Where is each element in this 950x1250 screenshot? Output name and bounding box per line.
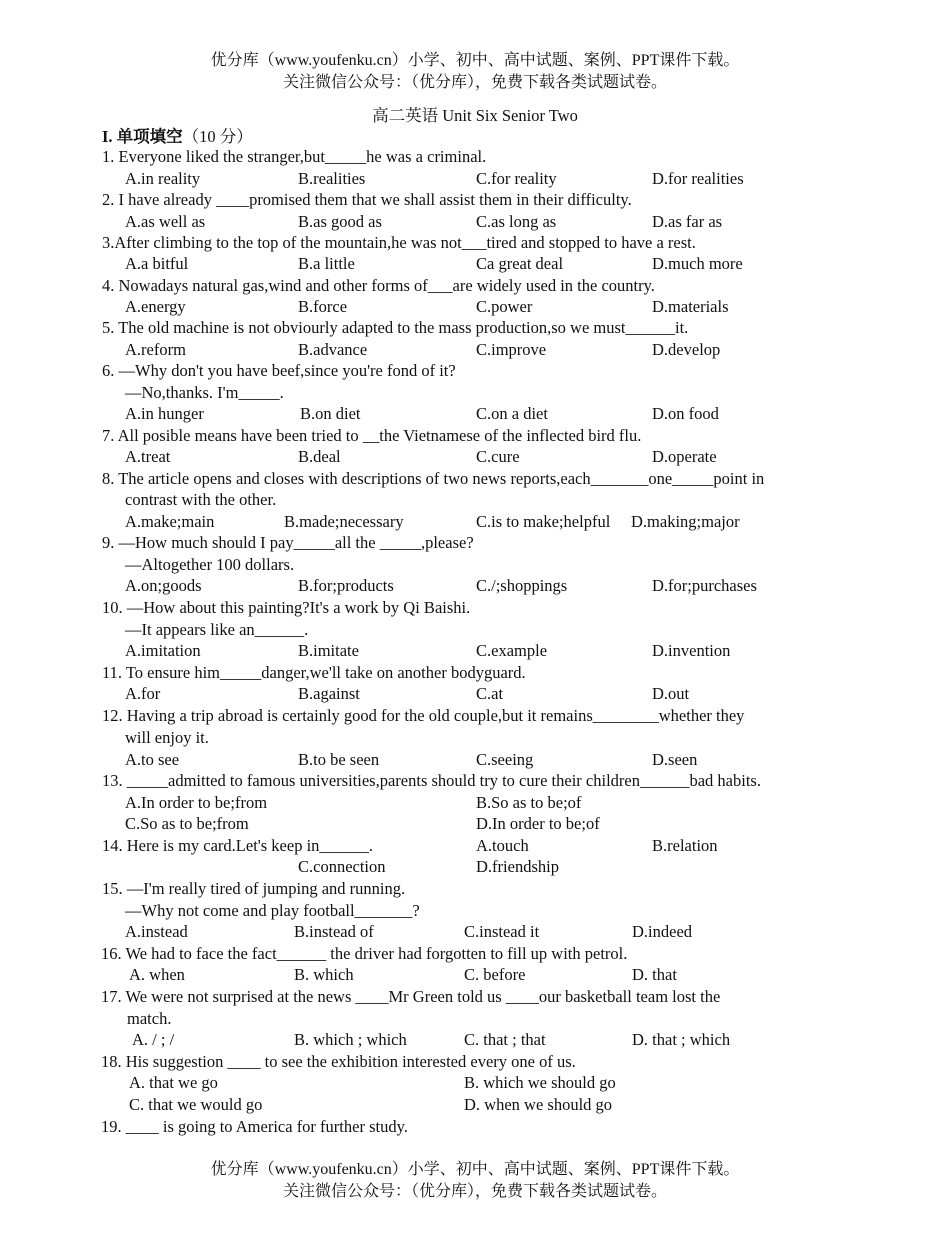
option-a: A.imitation [125,641,201,660]
option-c: C./;shoppings [476,576,568,595]
option-d: D. that ; which [632,1030,731,1049]
option-b: B. which [294,965,354,984]
footer-line-1: 优分库（www.youfenku.cn）小学、初中、高中试题、案例、PPT课件下载。 [210,1161,740,1178]
option-b: B.relation [652,836,718,855]
question-9-reply: —Altogether 100 dollars. [125,555,295,574]
option-a: A.in reality [125,169,201,188]
option-c: C.connection [298,857,386,876]
header-line-2: 关注微信公众号：（优分库），免费下载各类试题试卷。 [282,74,667,91]
option-d: D.materials [652,297,729,316]
option-c: C. before [464,965,526,984]
option-a: A.as well as [125,212,206,231]
question-15-stem: 15. —I'm really tired of jumping and running. [102,879,406,898]
question-12-stem: 12. Having a trip abroad is certainly good for the old couple,but it remains________whether they [102,706,745,725]
question-17-stem: 17. We were not surprised at the news ____Mr Green told us ____our basketball team lost the [101,987,721,1006]
option-a: A. that we go [129,1073,218,1092]
option-d: D.indeed [632,922,693,941]
option-d: D.making;major [631,512,740,531]
question-3-stem: 3.After climbing to the top of the mountain,he was not___tired and stopped to have a rest. [102,233,696,252]
option-c: C.example [476,641,548,660]
option-c: C.as long as [476,212,557,231]
option-a: A.treat [125,447,171,466]
option-a: A.in hunger [125,404,204,423]
option-a: A.energy [125,297,186,316]
option-b: B. which we should go [464,1073,616,1092]
question-4-stem: 4. Nowadays natural gas,wind and other forms of___are widely used in the country. [102,276,655,295]
option-c: C.power [476,297,533,316]
option-b: B.on diet [300,404,361,423]
question-9-stem: 9. —How much should I pay_____all the _____,please? [102,533,474,552]
question-19-stem: 19. ____ is going to America for further study. [101,1117,408,1136]
option-c: C.at [476,684,504,703]
question-10-stem: 10. —How about this painting?It's a work by Qi Baishi. [102,598,471,617]
option-c: Ca great deal [476,254,564,273]
option-b: B.for;products [298,576,394,595]
option-c: C.instead it [464,922,540,941]
question-13-stem: 13. _____admitted to famous universities,parents should try to cure their children______bad habits. [102,771,761,790]
option-a: A.a bitful [125,254,189,273]
option-a: A.make;main [125,512,215,531]
option-c: C.is to make;helpful [476,512,611,531]
option-a: A.touch [476,836,529,855]
option-b: B.So as to be;of [476,793,582,812]
option-a: A. / ; / [132,1030,175,1049]
footer-line-2: 关注微信公众号：（优分库），免费下载各类试题试卷。 [282,1183,667,1200]
option-b: B.to be seen [298,750,380,769]
question-15-reply: —Why not come and play football_______? [125,901,420,920]
question-2-stem: 2. I have already ____promised them that we shall assist them in their difficulty. [102,190,632,209]
section-score: （10 分） [182,127,253,146]
option-b: B.advance [298,340,368,359]
question-12-stem-continued: will enjoy it. [125,728,209,747]
question-10-reply: —It appears like an______. [125,620,309,639]
question-8-stem: 8. The article opens and closes with descriptions of two news reports,each_______one_____point in [102,469,765,488]
option-d: D. that [632,965,677,984]
option-a: A.to see [125,750,180,769]
option-b: B.instead of [294,922,374,941]
option-c: C.on a diet [476,404,548,423]
option-c: C.improve [476,340,547,359]
question-16-stem: 16. We had to face the fact______ the driver had forgotten to fill up with petrol. [101,944,628,963]
option-a: A.reform [125,340,186,359]
option-d: D.In order to be;of [476,814,600,833]
page-title: 高二英语 Unit Six Senior Two [372,106,578,125]
option-d: D.out [652,684,690,703]
option-b: B.a little [298,254,355,273]
option-b: B.force [298,297,348,316]
option-d: D.seen [652,750,698,769]
option-a: A.instead [125,922,188,941]
option-d: D.invention [652,641,731,660]
option-c: C.So as to be;from [125,814,249,833]
section-name: 单项填空 [116,127,183,146]
question-1-stem: 1. Everyone liked the stranger,but_____he was a criminal. [102,147,487,166]
question-14-stem: 14. Here is my card.Let's keep in______. [102,836,374,855]
option-a: A.for [125,684,161,703]
option-c: C.seeing [476,750,534,769]
header-line-1: 优分库（www.youfenku.cn）小学、初中、高中试题、案例、PPT课件下载。 [210,52,740,69]
option-d: D.on food [652,404,719,423]
option-c: C. that we would go [129,1095,263,1114]
option-b: B. which ; which [294,1030,407,1049]
question-18-stem: 18. His suggestion ____ to see the exhibition interested every one of us. [101,1052,576,1071]
option-d: D.much more [652,254,743,273]
option-d: D.for realities [652,169,744,188]
option-b: B.imitate [298,641,359,660]
question-8-stem-continued: contrast with the other. [125,490,277,509]
option-d: D.as far as [652,212,723,231]
option-a: A. when [129,965,185,984]
option-d: D. when we should go [464,1095,613,1114]
option-c: C.for reality [476,169,557,188]
question-7-stem: 7. All posible means have been tried to __the Vietnamese of the inflected bird flu. [102,426,642,445]
option-d: D.operate [652,447,717,466]
question-6-reply: —No,thanks. I'm_____. [125,383,284,402]
option-b: B.against [298,684,360,703]
option-b: B.as good as [298,212,382,231]
question-11-stem: 11. To ensure him_____danger,we'll take on another bodyguard. [102,663,526,682]
question-6-stem: 6. —Why don't you have beef,since you're fond of it? [102,361,456,380]
option-a: A.on;goods [125,576,202,595]
question-5-stem: 5. The old machine is not obviourly adapted to the mass production,so we must______it. [102,318,689,337]
option-d: D.for;purchases [652,576,757,595]
option-d: D.friendship [476,857,559,876]
question-17-stem-continued: match. [127,1009,172,1028]
section-heading [102,123,253,147]
option-b: B.realities [298,169,366,188]
option-b: B.deal [298,447,341,466]
option-d: D.develop [652,340,721,359]
option-c: C.cure [476,447,520,466]
option-b: B.made;necessary [284,512,404,531]
option-a: A.In order to be;from [125,793,268,812]
section-number: I. [102,127,113,146]
option-c: C. that ; that [464,1030,546,1049]
